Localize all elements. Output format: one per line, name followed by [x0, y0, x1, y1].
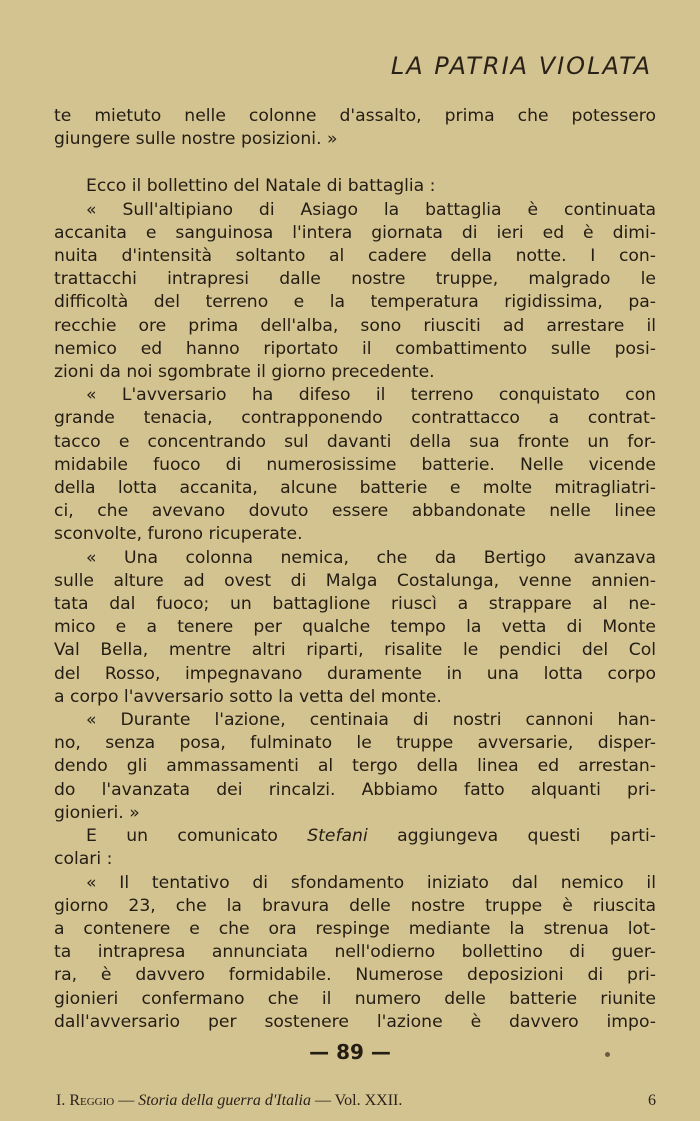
running-head: LA PATRIA VIOLATA	[390, 52, 652, 80]
text-line: sconvolte, furono ricuperate.	[54, 524, 303, 545]
text-line	[54, 825, 656, 848]
text-line: Val Bella, mentre altri riparti, risalite le pendici del Col	[54, 640, 656, 661]
text-line: accanita e sanguinosa l'intera giornata di ieri ed è dimi-	[54, 222, 656, 243]
text-line: giorno 23, che la bravura delle nostre truppe è riuscita	[54, 895, 656, 916]
footer-signature: 6	[648, 1092, 656, 1109]
text-line: della lotta accanita, alcune batterie e molte mitragliatri-	[54, 478, 656, 499]
text-line: mico e a tenere per qualche tempo la vetta di Monte	[54, 617, 656, 638]
ink-speck	[605, 1052, 610, 1057]
text-line: midabile fuoco di numerosissime batterie. Nelle vicende	[54, 454, 656, 475]
text-line: del Rosso, impegnavano duramente in una lotta corpo	[54, 663, 656, 684]
text-line: sulle alture ad ovest di Malga Costalunga, venne annien-	[54, 570, 656, 591]
italic-source-name: Stefani	[307, 826, 368, 847]
text-line: ci, che avevano dovuto essere abbandonate nelle linee	[54, 501, 656, 522]
text-line: « Il tentativo di sfondamento iniziato dal nemico il	[86, 872, 656, 893]
text-line: tata dal fuoco; un battaglione riuscì a strappare al ne-	[54, 594, 656, 615]
text-line: te mietuto nelle colonne d'assalto, prima che potessero	[54, 106, 656, 126]
text-line: tacco e concentrando sul davanti della sua fronte un for-	[54, 431, 656, 452]
footer-title: Storia della guerra d'Italia	[138, 1092, 311, 1109]
text-line: difficoltà del terreno e la temperatura rigidissima, pa-	[54, 292, 656, 313]
paragraph-gap	[54, 151, 656, 175]
text-line: a corpo l'avversario sotto la vetta del monte.	[54, 686, 442, 707]
text-line: a contenere e che ora respinge mediante la strenua lot-	[54, 918, 656, 939]
text-line: dendo gli ammassamenti al tergo della linea ed arrestan-	[54, 756, 656, 777]
text-line: no, senza posa, fulminato le truppe avversarie, disper-	[54, 733, 656, 754]
text-line: « L'avversario ha difeso il terreno conquistato con	[86, 385, 656, 406]
footer-author: I. Reggio	[56, 1092, 115, 1109]
text-line: « Una colonna nemica, che da Bertigo avanzava	[86, 547, 656, 568]
page-number: — 89 —	[309, 1040, 391, 1064]
text-line: Ecco il bollettino del Natale di battaglia :	[86, 176, 436, 197]
text-line: zioni da noi sgombrate il giorno precedente.	[54, 362, 435, 383]
text-line: recchie ore prima dell'alba, sono riusciti ad arrestare il	[54, 315, 656, 336]
text-line: gionieri confermano che il numero delle batterie riunite	[54, 988, 656, 1009]
text-line: gionieri. »	[54, 802, 140, 823]
text-line: nemico ed hanno riportato il combattimento sulle posi-	[54, 338, 656, 359]
text-line: dall'avversario per sostenere l'azione è davvero impo-	[54, 1011, 656, 1032]
text-fragment: aggiungeva questi parti-	[367, 826, 656, 847]
text-line: « Sull'altipiano di Asiago la battaglia è continuata	[86, 199, 656, 220]
text-line: ta intrapresa annunciata nell'odierno bollettino di guer-	[54, 942, 656, 963]
body-text	[54, 105, 656, 1034]
footer-sep: —	[114, 1092, 139, 1109]
footer-volume: — Vol. XXII.	[310, 1092, 403, 1109]
text-line: giungere sulle nostre posizioni. »	[54, 129, 338, 150]
text-line: nuita d'intensità soltanto al cadere della notte. I con-	[54, 246, 656, 267]
footer-citation	[56, 1092, 402, 1110]
text-line: « Durante l'azione, centinaia di nostri cannoni han-	[86, 710, 656, 731]
text-fragment: E un comunicato	[86, 826, 308, 847]
text-line: colari :	[54, 849, 113, 870]
text-line: trattacchi intrapresi dalle nostre truppe, malgrado le	[54, 269, 656, 290]
text-line: ra, è davvero formidabile. Numerose deposizioni di pri-	[54, 965, 656, 986]
text-line: grande tenacia, contrapponendo contrattacco a contrat-	[54, 408, 656, 429]
text-line: do l'avanzata dei rincalzi. Abbiamo fatto alquanti pri-	[54, 779, 656, 800]
